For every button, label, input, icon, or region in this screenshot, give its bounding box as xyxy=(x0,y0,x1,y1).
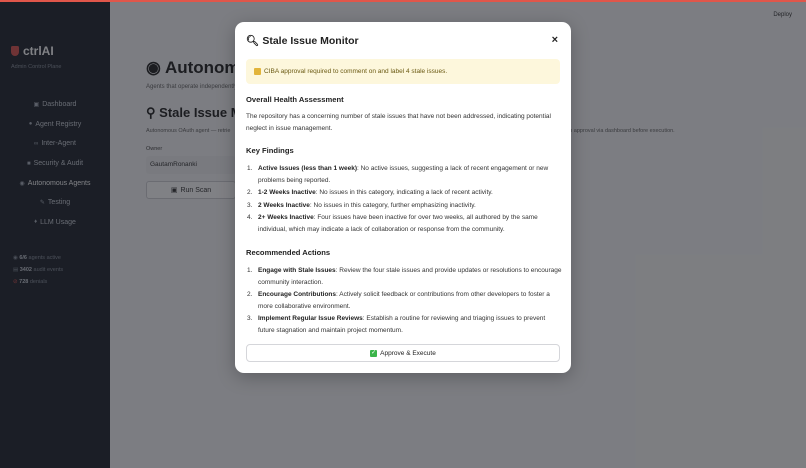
stale-issue-modal xyxy=(235,22,571,373)
findings-heading: Key Findings xyxy=(246,146,294,155)
actions-list xyxy=(246,265,562,337)
notepad-icon xyxy=(254,68,261,75)
top-accent-line xyxy=(0,0,806,2)
list-item: 1. Active Issues (less than 1 week): No active issues, suggesting a lack of recent engagement or new problems being reported. xyxy=(247,165,549,184)
actions-heading: Recommended Actions xyxy=(246,248,331,257)
health-heading: Overall Health Assessment xyxy=(246,95,344,104)
modal-title: 🔍︎ Stale Issue Monitor xyxy=(246,34,359,47)
list-item: 2. Encourage Contributions: Actively solicit feedback or contributions from other developers to foster a more collaborative environment. xyxy=(247,291,550,310)
close-icon[interactable]: × xyxy=(551,34,558,46)
search-icon: 🔍︎ xyxy=(246,35,260,47)
findings-list xyxy=(246,163,562,236)
approve-execute-button[interactable]: ✓ Approve & Execute xyxy=(246,344,560,362)
list-item: 4. 2+ Weeks Inactive: Four issues have been inactive for over two weeks, all authored by the same individual, which may indicate a lack of collaboration or response from the community. xyxy=(247,214,538,233)
list-item: 2. 1-2 Weeks Inactive: No issues in this category, indicating a lack of recent activity. xyxy=(247,189,493,196)
health-text: The repository has a concerning number of stale issues that have not been addressed, indicating potential neglect in issue management. xyxy=(246,113,551,132)
list-item: 3. Implement Regular Issue Reviews: Establish a routine for reviewing and triaging issues to prevent future stagnation and maintain project momentum. xyxy=(247,315,546,334)
list-item: 3. 2 Weeks Inactive: No issues in this category, further emphasizing inactivity. xyxy=(247,201,476,209)
list-item: 1. Engage with Stale Issues: Review the four stale issues and provide updates or resolutions to encourage community interaction. xyxy=(247,267,562,286)
check-icon: ✓ xyxy=(371,349,377,356)
approval-alert: CIBA approval required to comment on and label 4 stale issues. xyxy=(246,59,560,84)
